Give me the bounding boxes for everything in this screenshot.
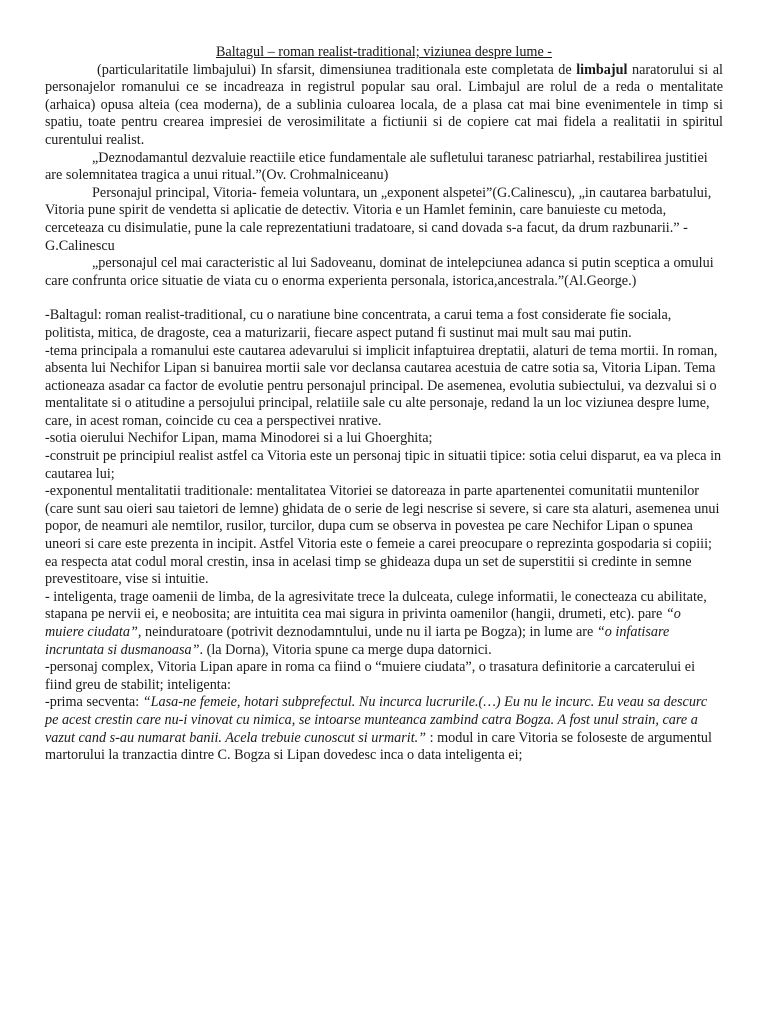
list-item: -construit pe principiul realist astfel ca Vitoria este un personaj tipic in situatii tipice: sotia celui disparut, ea va pleca in cautarea lui; (45, 448, 722, 482)
quote-calinescu: Personajul principal, Vitoria- femeia voluntara, un „exponent alspetei”(G.Calinescu), „in cautarea barbatului, Vitoria pune spirit de vendetta si aplicatie de detectiv. Vitoria e un Hamlet feminin, care banuieste cu metoda, cerceteaza cu disimulatie, pune la cale reprezentatiuni tradatoare, si cand dovada s-a facut, da drum razbunarii.” -G.Calinescu (45, 184, 712, 254)
sequence-quote: “Lasa-ne femeie, hotari subprefectul. Nu incurca lucrurile.(…) Eu nu le incurc. Eu veau sa descurc pe acest crestin care nu-i vinovat cu nimica, se intoarse munteanca zambind catra Bogza. A fost unul strain, care a vazut cand s-au numarat banii. Acela trebuie cunoscut si urmarit.” (45, 694, 708, 746)
list-item: -Baltagul: roman realist-traditional, cu o naratiune bine concentrata, a carui tema a fost considerate fie sociala, politista, mitica, de dragoste, cea a maturizarii, fiecare aspect putand fi sustinut mai mult sau mai putin. (45, 307, 672, 341)
quote-crohmalniceanu: „Deznodamantul dezvaluie reactiile etice fundamentale ale sufletului taranesc patriarhal, restabilirea justitiei are solemnitatea tragica a unui ritual.”(Ov. Crohmalniceanu) (45, 149, 708, 184)
document-page (45, 44, 723, 765)
list-item: -sotia oierului Nechifor Lipan, mama Minodorei si a lui Ghoerghita; (45, 430, 433, 447)
intelligence-quote-1: “o muiere ciudata” (45, 606, 681, 640)
intro-text-start: (particularitatile limbajului) In sfarsit, dimensiunea traditionala este completata de (97, 61, 577, 78)
list-item: -tema principala a romanului este cautarea adevarului si implicit infaptuirea dreptatii, alaturi de tema mortii. In roman, absenta lui Nechifor Lipan si banuirea mortii sale vor declansa cautarea acestuia de catre sotia sa, Vitoria Lipan. Tema actioneaza asadar ca factor de evolutie pentru personajul principal. De asemenea, evolutia subiectului, va dezvalui si o mentalitate si o atitudine a persojului principal, relatiile sale cu alte personaje, redand la un loc viziunea despre lume, care, in acest roman, coincide cu cea a perspectivei nrative. (45, 342, 718, 429)
intro-paragraph (45, 62, 723, 150)
intelligence-quote-2: “o infatisare incruntata si dusmanoasa” (45, 624, 670, 658)
complex-character-item: -personaj complex, Vitoria Lipan apare in roma ca fiind o “muiere ciudata”, o trasatura definitorie a carcaterului ei fiind greu de stabilit; inteligenta: (45, 659, 696, 693)
sequence-text: : modul in care Vitoria se foloseste de argumentul martorului la tranzactia dintre C. Bogza si Lipan dovedesc inca o data inteligenta ei; (45, 729, 712, 764)
intelligence-text-b: , neinduratoare (potrivit deznodamntului, unde nu il iarta pe Bogza); in lume are (137, 624, 597, 640)
intro-text-end: naratorului si al personajelor romanului ce se incadreaza in registrul popular sau oral. Limbajul are rolul de a reda o mentalitate (arhaica) opusa alteia (cea moderna), de a sublinia culoarea locala, de a plasa cat mai bine evenimentele in timp si spatiu, toate pentru crearea impresiei de verosimilitate a fictiunii si de copiere cat mai fidela a realitatii in spiritul curentului realist. (45, 61, 723, 148)
document-title: Baltagul – roman realist-traditional; viziunea despre lume - (215, 44, 553, 60)
intro-bold-term: limbajul (576, 61, 628, 78)
quote-george: „personajul cel mai caracteristic al lui Sadoveanu, dominat de intelepciunea adanca si putin sceptica a omului care confrunta orice situatie de viata cu o enorma experienta personala, istorica,ancestrala.”(Al.George.) (45, 255, 714, 289)
intelligence-item (45, 589, 723, 659)
first-sequence-item (45, 694, 723, 764)
intelligence-text-c: . (la Dorna), Vitoria spune ca merge dupa datornici. (199, 641, 492, 658)
sequence-label: -prima secventa: (45, 694, 143, 711)
list-item: -exponentul mentalitatii traditionale: mentalitatea Vitoriei se datoreaza in parte apartenentei comunitatii muntenilor (care sunt sau oieri sau taietori de lemne) ghidata de o serie de legi nescrise si severe, si care sta alaturi, asemenea unui popor, de neamuri ale nemtilor, rusilor, turcilor, dupa cum se observa in povestea pe care Nechifor Lipan o spunea uneori si care este prezenta in incipit. Astfel Vitoria este o femeie a carei preocupare o reprezinta gospodaria si copiii; ea respecta atat codul moral crestin, insa in acelasi timp se ghideaza dupa un set de superstitii si credinte in semne prevestitoare, vise si intuitie. (45, 483, 720, 588)
intelligence-text-a: - inteligenta, trage oamenii de limba, de la agresivitate trece la dulceata, culege informatii, le conecteaza cu abilitate, stapana pe nervii ei, e neobosita; are intuitita cea mai sigura in privinta oamenilor (hangii, drumeti, etc). pare (45, 588, 707, 623)
paragraph-gap (45, 290, 723, 307)
